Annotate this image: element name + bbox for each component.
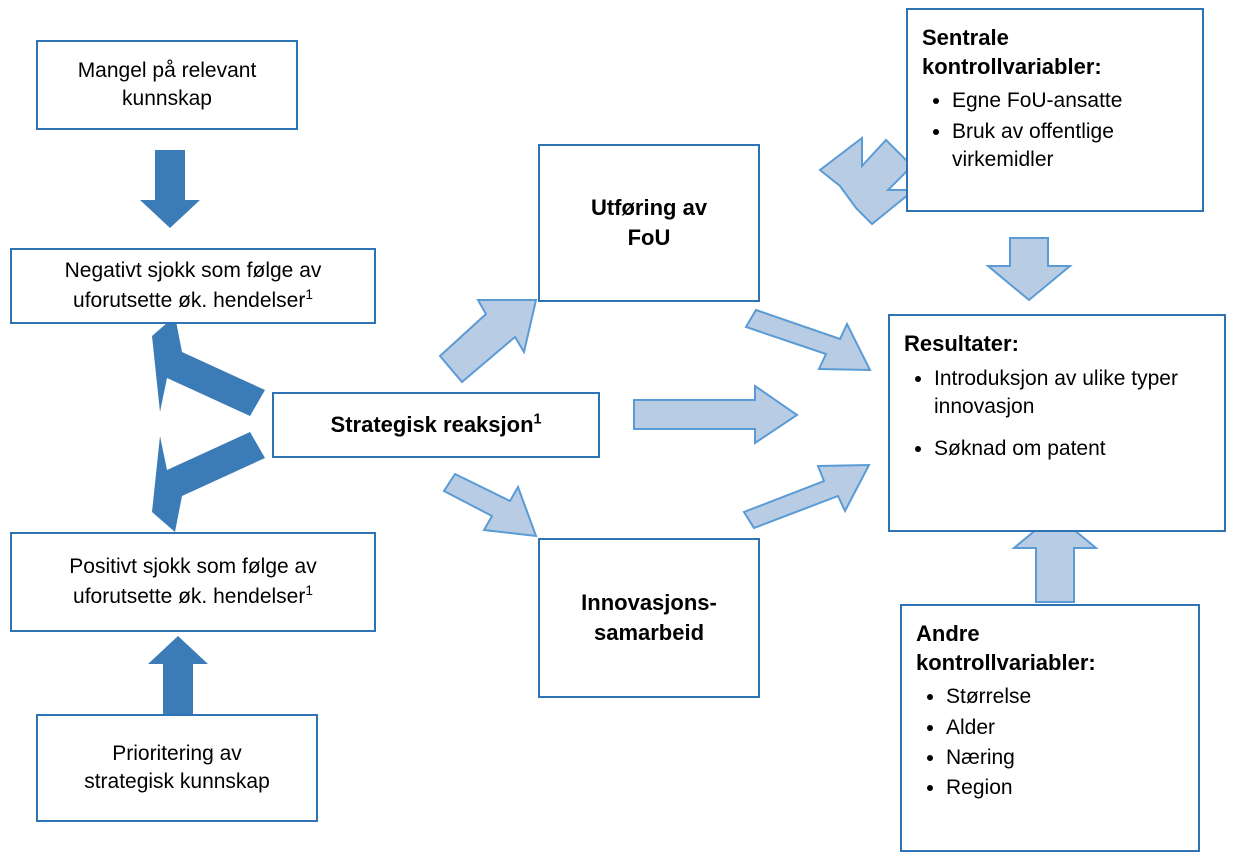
sentrale-kontrollvariabler-title: Sentrale kontrollvariabler: bbox=[922, 25, 1102, 79]
node-strategisk-reaksjon-superscript: 1 bbox=[533, 411, 542, 428]
node-positivt-sjokk-line2: uforutsette øk. hendelser$^1$ bbox=[73, 582, 313, 608]
andre-kontrollvariabler-title: Andre kontrollvariabler: bbox=[916, 621, 1096, 675]
node-negativt-sjokk-line2: uforutsette øk. hendelser$^1$ bbox=[73, 286, 313, 312]
node-mangel-pa-relevant-kunnskap bbox=[36, 40, 298, 130]
arrow-strategisk-reaksjon-til-utforing-fou bbox=[440, 300, 536, 382]
andre-kontrollvariabler-list bbox=[916, 683, 1031, 804]
list-item: • Næring bbox=[946, 744, 1031, 772]
arrow-sentrale-kontrollvariabler-til-utforing-fou bbox=[820, 138, 914, 224]
node-mangel-line1: Mangel på relevant bbox=[77, 58, 257, 82]
list-item: • Region bbox=[946, 774, 1031, 802]
arrow-strategisk-reaksjon-til-innovasjonssamarbeid bbox=[444, 474, 536, 536]
node-utforing-av-fou bbox=[538, 144, 760, 302]
node-strategisk-reaksjon bbox=[272, 392, 600, 458]
list-item: • Søknad om patent bbox=[934, 435, 1210, 463]
node-innovasjonssamarbeid-line2: samarbeid bbox=[593, 620, 705, 645]
node-prioritering-line1: Prioritering av bbox=[112, 741, 242, 765]
node-negativt-sjokk-superscript: 1 bbox=[305, 286, 313, 302]
list-item: • Egne FoU-ansatte bbox=[952, 87, 1188, 115]
node-strategisk-reaksjon-label: Strategisk reaksjon$^1$ bbox=[330, 411, 542, 438]
resultater-title: Resultater: bbox=[904, 331, 1019, 356]
sentrale-kontrollvariabler-list bbox=[922, 87, 1188, 176]
list-item: • Introduksjon av ulike typer innovasjon bbox=[934, 365, 1210, 422]
node-positivt-sjokk-line1: Positivt sjokk som følge av bbox=[69, 555, 317, 579]
node-resultater bbox=[888, 314, 1226, 532]
arrow-utforing-fou-til-resultater bbox=[746, 310, 870, 370]
arrow-negativt-sjokk-til-strategisk-reaksjon bbox=[152, 316, 265, 416]
arrow-mangel-til-negativt-sjokk bbox=[140, 150, 200, 228]
node-sentrale-kontrollvariabler bbox=[906, 8, 1204, 212]
node-prioritering-line2: strategisk kunnskap bbox=[84, 770, 270, 793]
list-item: • Alder bbox=[946, 714, 1031, 742]
node-innovasjonssamarbeid-line1: Innovasjons- bbox=[581, 590, 717, 616]
list-item: • Størrelse bbox=[946, 683, 1031, 711]
arrow-positivt-sjokk-til-strategisk-reaksjon bbox=[152, 432, 265, 532]
node-positivt-sjokk-superscript: 1 bbox=[305, 582, 313, 598]
arrow-innovasjonssamarbeid-til-resultater bbox=[744, 465, 869, 528]
node-prioritering-av-strategisk-kunnskap bbox=[36, 714, 318, 822]
node-negativt-sjokk-line1: Negativt sjokk som følge av bbox=[64, 259, 322, 283]
node-mangel-line2: kunnskap bbox=[122, 87, 212, 110]
node-andre-kontrollvariabler bbox=[900, 604, 1200, 852]
resultater-list bbox=[904, 365, 1210, 478]
arrow-strategisk-reaksjon-til-resultater bbox=[634, 386, 797, 443]
node-utforing-fou-line1: Utføring av bbox=[590, 195, 708, 221]
node-utforing-fou-line2: FoU bbox=[627, 225, 671, 250]
list-item: • Bruk av offentlige virkemidler bbox=[952, 118, 1188, 175]
arrow-prioritering-til-positivt-sjokk bbox=[148, 636, 208, 716]
node-innovasjonssamarbeid bbox=[538, 538, 760, 698]
node-positivt-sjokk bbox=[10, 532, 376, 632]
arrow-sentrale-kontrollvariabler-til-resultater bbox=[988, 238, 1070, 300]
node-negativt-sjokk bbox=[10, 248, 376, 324]
